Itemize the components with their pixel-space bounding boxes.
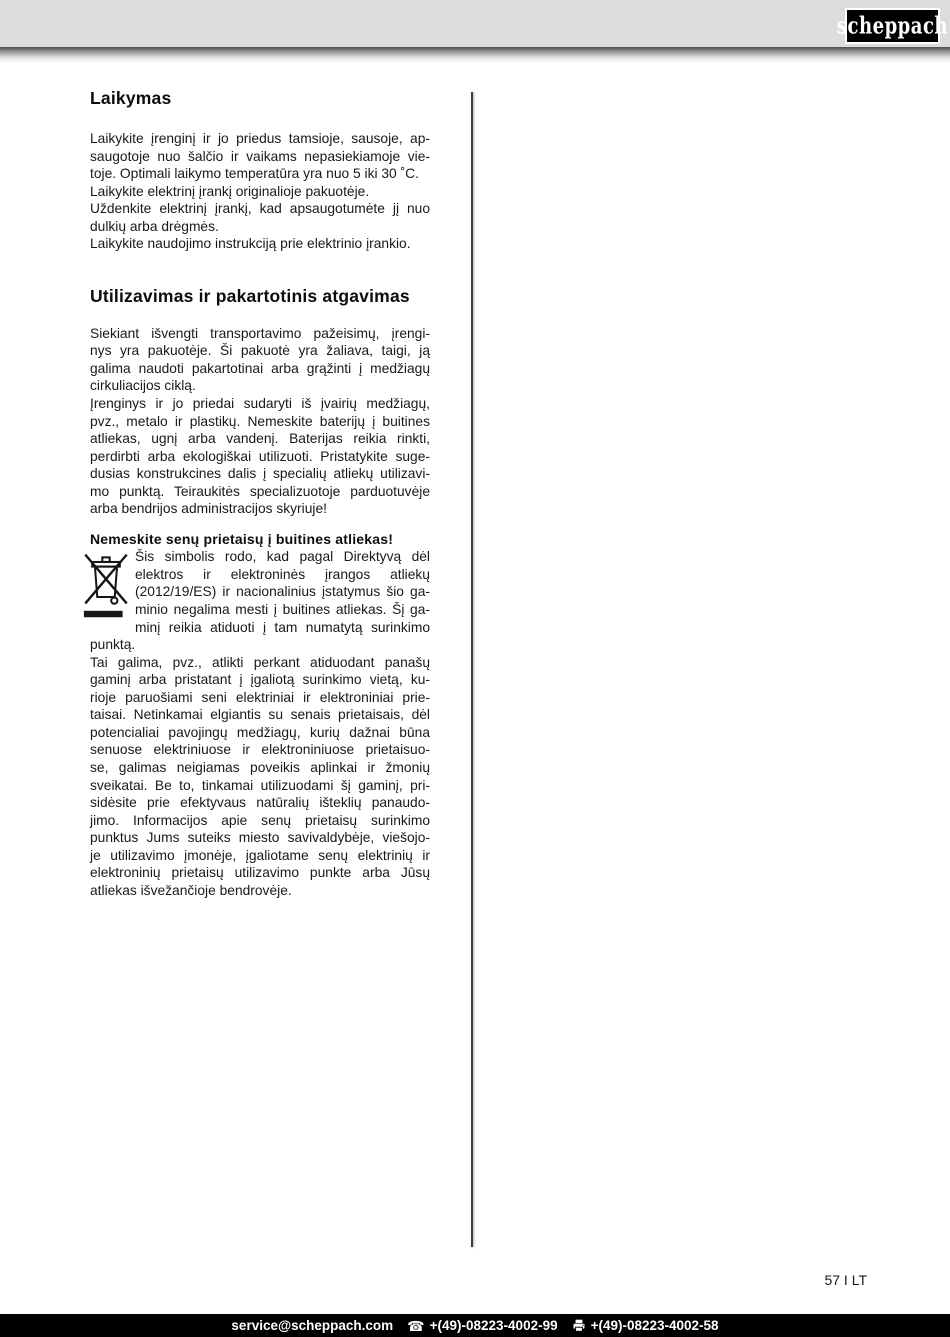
- text-line: se, galimas neigiamas poveikis aplinkai ir žmonių: [90, 759, 430, 775]
- text-line: potencialiai pavojingų medžiagų, kurių dažnai būna: [90, 724, 430, 740]
- text-line: (2012/19/ES) ir nacionalinius įstatymus šio ga-: [135, 584, 430, 600]
- text-line: elektroninių prietaisų utilizavimo punkte arba Jūsų: [90, 865, 430, 881]
- section-heading-storage: Laikymas: [90, 88, 172, 108]
- storage-paragraph: [90, 130, 430, 253]
- text-line: cirkuliacijos ciklą.: [90, 378, 196, 394]
- scheppach-logo: [836, 8, 949, 44]
- text-line: mo punktą. Teiraukitės specializuotoje parduotuvėje: [90, 483, 430, 499]
- text-line: Įrenginys ir jo priedai sudaryti iš įvairių medžiagų,: [90, 396, 430, 412]
- weee-paragraph-lines: [90, 548, 430, 899]
- text-line: Uždenkite elektrinį įrankį, kad apsaugotumėte jį nuo: [90, 201, 430, 217]
- weee-warning-heading: Nemeskite senų prietaisų į buitines atliekas!: [90, 530, 394, 547]
- section-heading-recycling: Utilizavimas ir pakartotinis atgavimas: [90, 285, 410, 306]
- weee-crossed-bin-icon: [82, 550, 130, 620]
- text-line: pvz., metalo ir plastikų. Nemeskite baterijų į buitines: [90, 413, 430, 429]
- text-line: gaminį arba pristatant į įgaliotą surinkimo vietą, ku-: [90, 672, 430, 688]
- text-line: Laikykite elektrinį įrankį originalioje pakuotėje.: [90, 183, 370, 199]
- text-column: [90, 88, 430, 899]
- text-line: sidėsite prie efektyvaus natūralių išteklių panaudo-: [90, 795, 430, 811]
- text-line: Laikykite naudojimo instrukciją prie elektrinio įrankio.: [90, 236, 411, 252]
- text-line: rioje paruošiami seni elektriniai ir elektroniniai prie-: [90, 689, 430, 705]
- text-line: taisai. Netinkamai elgiantis su senais prietaisais, dėl: [90, 707, 430, 723]
- footer-bar: [0, 1314, 950, 1337]
- footer-phone-number: +(49)-08223-4002-99: [429, 1318, 558, 1333]
- column-divider: [471, 92, 473, 1247]
- text-line: Laikykite įrenginį ir jo priedus tamsioje, sausoje, ap-: [90, 131, 430, 146]
- text-line: nys yra pakuotėje. Ši pakuotė yra žaliava, taigi, ją: [90, 343, 430, 359]
- telephone-icon: ☎︎: [407, 1317, 425, 1334]
- text-line: punktus Jums suteiks miesto savivaldybėje, viešojo-: [90, 830, 430, 846]
- fax-icon: [572, 1319, 586, 1332]
- text-line: jimo. Informacijos apie senų prietaisų surinkimo: [90, 812, 430, 828]
- text-line: toje. Optimali laikymo temperatūra yra nuo 5 iki 30 ˚C.: [90, 166, 419, 182]
- text-line: atliekas, ugnį arba vandenį. Baterijas reikia rinkti,: [90, 431, 430, 447]
- text-line: perdirbti arba ekologiškai utilizuoti. Pristatykite suge-: [90, 448, 430, 464]
- header-bar: [0, 0, 950, 47]
- footer-email: service@scheppach.com: [231, 1318, 394, 1333]
- text-line: minio negalima mesti į buitines atliekas. Šį ga-: [135, 602, 430, 618]
- header-shadow: [0, 47, 950, 63]
- text-line: je utilizavimo įmonėje, įgaliotame senų elektrinių ir: [90, 847, 430, 863]
- scheppach-logo-text: scheppach: [836, 12, 949, 40]
- text-line: minį reikia atiduoti į tam numatytą surinkimo punktą.: [90, 619, 430, 653]
- text-line: Šis simbolis rodo, kad pagal Direktyvą dėl: [135, 549, 430, 565]
- text-line: dulkių arba drėgmės.: [90, 218, 219, 234]
- text-line: galima naudoti pakartotinai arba grąžinti į medžiagų: [90, 360, 430, 376]
- text-line: arba bendrijos administracijos skyriuje!: [90, 501, 327, 517]
- text-line: senuose elektriniuose ir elektroniniuose prietaisuo-: [90, 742, 430, 758]
- text-line: Siekiant išvengti transportavimo pažeisimų, įrengi-: [90, 325, 430, 341]
- text-line: dusias konstrukcines dalis į specialių atliekų utilizavi-: [90, 466, 430, 482]
- text-line: atliekas išvežančioje bendrovėje.: [90, 882, 292, 898]
- recycling-paragraph: [90, 325, 430, 518]
- text-line: Tai galima, pvz., atlikti perkant atiduodant panašų: [90, 654, 430, 670]
- weee-paragraph: [90, 548, 430, 899]
- text-line: saugotoje nuo šalčio ir vaikams nepasiekiamoje vie-: [90, 148, 430, 164]
- footer-fax-number: +(49)-08223-4002-58: [590, 1318, 719, 1333]
- text-line: elektros ir elektroninės įrangos atliekų: [135, 566, 430, 582]
- page-number: 57 I LT: [824, 1272, 867, 1288]
- text-line: sveikatai. Be to, tinkamai utilizuodami šį gaminį, pri-: [90, 777, 430, 793]
